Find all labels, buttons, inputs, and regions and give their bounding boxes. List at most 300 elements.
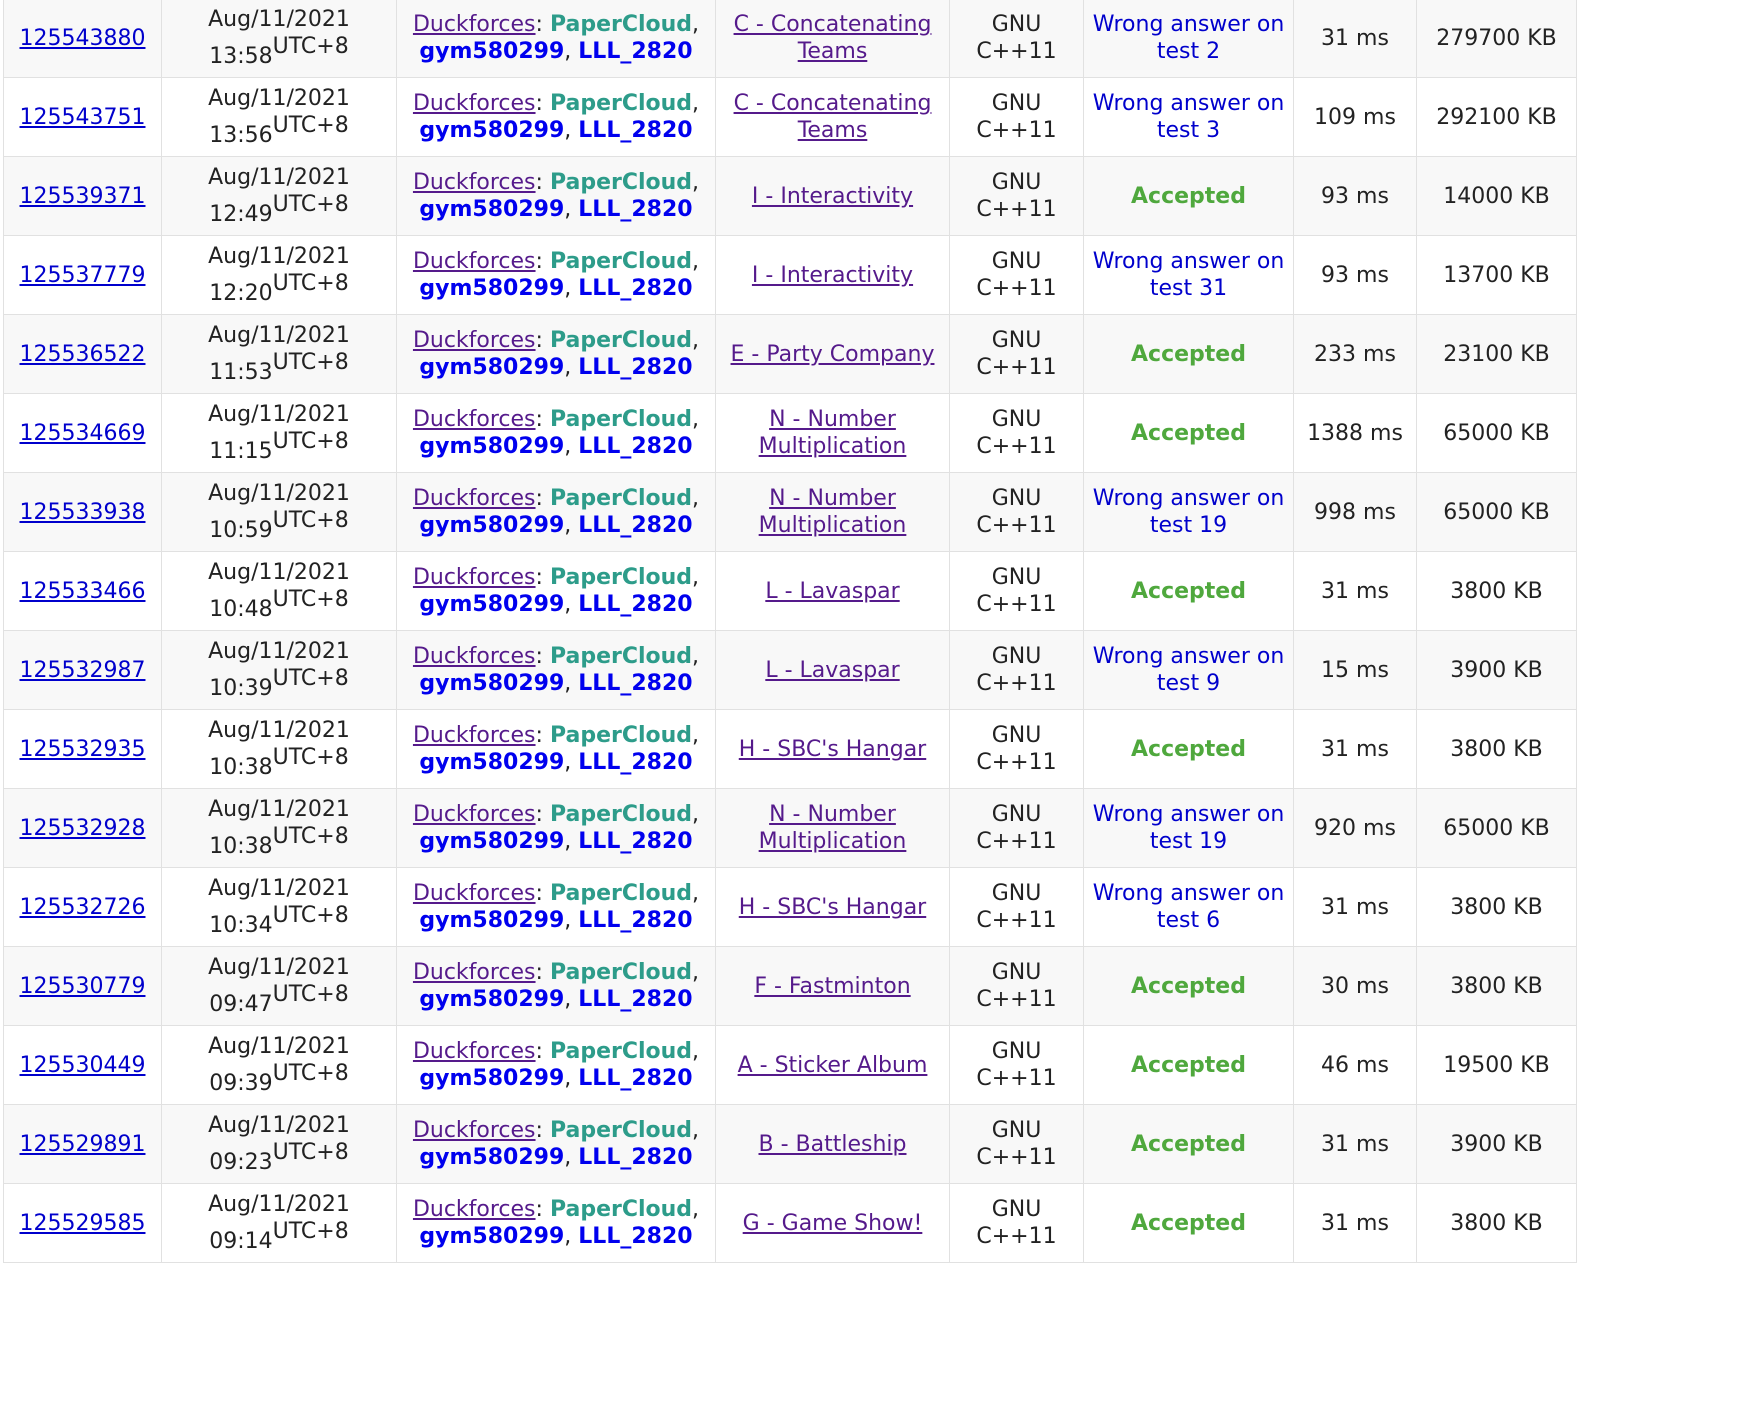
problem-cell xyxy=(716,947,950,1026)
language-line: C++11 xyxy=(976,197,1057,222)
timezone-label: UTC+8 xyxy=(272,745,349,770)
submission-hour: 11:15 xyxy=(209,439,273,464)
problem-link[interactable] xyxy=(743,1211,923,1236)
language-cell xyxy=(950,789,1084,868)
language-line: GNU xyxy=(991,960,1042,985)
problem-name-line: I - Interactivity xyxy=(751,262,914,288)
submission-time-cell xyxy=(162,394,397,473)
member-link[interactable]: LLL_2820 xyxy=(578,118,693,143)
problem-name-line: L - Lavaspar xyxy=(765,657,900,683)
submission-time-cell xyxy=(162,236,397,315)
language-line: GNU xyxy=(991,407,1042,432)
submission-id-link[interactable]: 125529585 xyxy=(19,1210,146,1236)
submission-time-cell xyxy=(162,789,397,868)
verdict-wrong-answer xyxy=(1093,881,1285,933)
verdict-wrong-answer xyxy=(1093,91,1285,143)
time-used-cell: 31 ms xyxy=(1294,0,1417,78)
memory-used-cell: 3800 KB xyxy=(1417,552,1577,631)
submission-id-cell xyxy=(4,1026,162,1105)
language-line: C++11 xyxy=(976,355,1057,380)
submission-time-cell xyxy=(162,947,397,1026)
language-cell xyxy=(950,1026,1084,1105)
language-line: GNU xyxy=(991,91,1042,116)
submission-id-cell xyxy=(4,315,162,394)
verdict-cell xyxy=(1084,552,1294,631)
time-used-cell: 109 ms xyxy=(1294,78,1417,157)
contest-link[interactable]: Duckforces xyxy=(412,328,536,353)
submission-id-cell xyxy=(4,473,162,552)
problem-link[interactable] xyxy=(739,737,926,762)
team-name[interactable]: PaperCloud xyxy=(549,170,693,195)
team-name[interactable]: PaperCloud xyxy=(549,723,693,748)
table-row xyxy=(4,157,1577,236)
submission-hour: 11:53 xyxy=(209,360,273,385)
submission-id-cell xyxy=(4,789,162,868)
submission-time-cell xyxy=(162,78,397,157)
problem-name-line: A - Sticker Album xyxy=(737,1052,928,1078)
problem-name-line: L - Lavaspar xyxy=(765,578,900,604)
table-row xyxy=(4,947,1577,1026)
party-cell: Duckforces: PaperCloud, gym580299, LLL_2820 xyxy=(397,315,716,394)
party-cell: Duckforces: PaperCloud, gym580299, LLL_2820 xyxy=(397,1184,716,1263)
team-name[interactable]: PaperCloud xyxy=(549,249,693,274)
problem-link[interactable] xyxy=(759,1132,907,1157)
member-link[interactable]: gym580299 xyxy=(419,434,565,459)
language-line: GNU xyxy=(991,1039,1042,1064)
member-link[interactable]: gym580299 xyxy=(419,671,565,696)
language-line: C++11 xyxy=(976,513,1057,538)
problem-link[interactable] xyxy=(739,895,926,920)
verdict-line: Wrong answer on xyxy=(1092,881,1285,906)
problem-name-line: E - Party Company xyxy=(730,341,935,367)
member-link[interactable]: LLL_2820 xyxy=(578,1066,693,1091)
table-row xyxy=(4,315,1577,394)
verdict-accepted xyxy=(1131,184,1246,209)
language-line: GNU xyxy=(991,802,1042,827)
verdict-line: test 9 xyxy=(1156,671,1221,696)
verdict-wrong-answer xyxy=(1093,12,1285,64)
verdict-line: Wrong answer on xyxy=(1092,486,1285,511)
member-link[interactable]: gym580299 xyxy=(419,1066,565,1091)
problem-name-line: Multiplication xyxy=(758,829,907,854)
language-cell xyxy=(950,710,1084,789)
submission-date: Aug/11/2021 xyxy=(208,323,350,348)
problem-cell xyxy=(716,78,950,157)
memory-used-cell: 3800 KB xyxy=(1417,1184,1577,1263)
member-link[interactable]: LLL_2820 xyxy=(578,39,693,64)
submission-date: Aug/11/2021 xyxy=(208,1113,350,1138)
submission-id-link[interactable]: 125539371 xyxy=(19,183,146,209)
contest-link[interactable]: Duckforces xyxy=(412,1039,536,1064)
language-line: GNU xyxy=(991,486,1042,511)
submission-id-link[interactable]: 125543880 xyxy=(19,25,146,51)
memory-used-cell: 3800 KB xyxy=(1417,947,1577,1026)
verdict-line: test 2 xyxy=(1156,39,1221,64)
member-link[interactable]: LLL_2820 xyxy=(578,197,693,222)
member-link[interactable]: LLL_2820 xyxy=(578,829,693,854)
submission-id-link[interactable]: 125532726 xyxy=(19,894,146,920)
team-name[interactable]: PaperCloud xyxy=(549,12,693,37)
party-cell: Duckforces: PaperCloud, gym580299, LLL_2820 xyxy=(397,236,716,315)
language-cell xyxy=(950,1184,1084,1263)
problem-link[interactable] xyxy=(752,184,913,209)
language-cell xyxy=(950,236,1084,315)
party-cell: Duckforces: PaperCloud, gym580299, LLL_2820 xyxy=(397,1026,716,1105)
memory-used-cell: 23100 KB xyxy=(1417,315,1577,394)
verdict-line: Accepted xyxy=(1131,578,1246,604)
submission-id-link[interactable]: 125537779 xyxy=(19,262,146,288)
submission-clock xyxy=(209,903,349,938)
submission-time-cell xyxy=(162,1184,397,1263)
memory-used-cell: 65000 KB xyxy=(1417,394,1577,473)
verdict-accepted xyxy=(1131,342,1246,367)
party-cell: Duckforces: PaperCloud, gym580299, LLL_2820 xyxy=(397,868,716,947)
verdict-line: Accepted xyxy=(1131,1131,1246,1157)
time-used-cell: 31 ms xyxy=(1294,1184,1417,1263)
submission-id-cell xyxy=(4,157,162,236)
timezone-label: UTC+8 xyxy=(272,1140,349,1165)
member-link[interactable]: LLL_2820 xyxy=(578,513,693,538)
problem-link[interactable] xyxy=(759,486,907,538)
language-cell xyxy=(950,394,1084,473)
submission-clock xyxy=(209,666,349,701)
member-link[interactable]: gym580299 xyxy=(419,276,565,301)
submission-id-link[interactable]: 125530779 xyxy=(19,973,146,999)
submission-date: Aug/11/2021 xyxy=(208,560,350,585)
submission-hour: 09:47 xyxy=(209,992,273,1017)
member-link[interactable]: LLL_2820 xyxy=(578,592,693,617)
submission-id-cell xyxy=(4,78,162,157)
problem-link[interactable] xyxy=(759,802,907,854)
team-name[interactable]: PaperCloud xyxy=(549,328,693,353)
timezone-label: UTC+8 xyxy=(272,587,349,612)
verdict-cell xyxy=(1084,631,1294,710)
verdict-line: Wrong answer on xyxy=(1092,802,1285,827)
submission-id-cell xyxy=(4,947,162,1026)
verdict-cell xyxy=(1084,710,1294,789)
member-link[interactable]: LLL_2820 xyxy=(578,908,693,933)
party-cell: Duckforces: PaperCloud, gym580299, LLL_2820 xyxy=(397,157,716,236)
verdict-accepted xyxy=(1131,579,1246,604)
submission-id-link[interactable]: 125534669 xyxy=(19,420,146,446)
team-name[interactable]: PaperCloud xyxy=(549,407,693,432)
timezone-label: UTC+8 xyxy=(272,903,349,928)
language-line: C++11 xyxy=(976,908,1057,933)
party-cell: Duckforces: PaperCloud, gym580299, LLL_2820 xyxy=(397,631,716,710)
verdict-wrong-answer xyxy=(1093,644,1285,696)
verdict-cell xyxy=(1084,315,1294,394)
contest-link[interactable]: Duckforces xyxy=(412,881,536,906)
member-link[interactable]: gym580299 xyxy=(419,355,565,380)
verdict-wrong-answer xyxy=(1093,249,1285,301)
table-row xyxy=(4,236,1577,315)
timezone-label: UTC+8 xyxy=(272,113,349,138)
time-used-cell: 233 ms xyxy=(1294,315,1417,394)
member-link[interactable]: gym580299 xyxy=(419,908,565,933)
verdict-wrong-answer xyxy=(1093,802,1285,854)
submission-id-link[interactable]: 125529891 xyxy=(19,1131,146,1157)
submission-time-cell xyxy=(162,552,397,631)
party-cell: Duckforces: PaperCloud, gym580299, LLL_2820 xyxy=(397,789,716,868)
language-line: C++11 xyxy=(976,276,1057,301)
time-used-cell: 31 ms xyxy=(1294,710,1417,789)
language-line: GNU xyxy=(991,249,1042,274)
member-link[interactable]: LLL_2820 xyxy=(578,434,693,459)
language-cell xyxy=(950,0,1084,78)
verdict-line: Wrong answer on xyxy=(1092,644,1285,669)
problem-link[interactable] xyxy=(754,974,910,999)
submission-clock xyxy=(209,1219,349,1254)
submission-id-link[interactable]: 125532935 xyxy=(19,736,146,762)
contest-link[interactable]: Duckforces xyxy=(412,249,536,274)
problem-link[interactable] xyxy=(759,407,907,459)
problem-name-line: Teams xyxy=(797,118,868,143)
team-name[interactable]: PaperCloud xyxy=(549,1039,693,1064)
verdict-line: Accepted xyxy=(1131,341,1246,367)
verdict-line: Accepted xyxy=(1131,1052,1246,1078)
timezone-label: UTC+8 xyxy=(272,666,349,691)
submission-clock xyxy=(209,982,349,1017)
timezone-label: UTC+8 xyxy=(272,1219,349,1244)
problem-link[interactable] xyxy=(765,579,899,604)
timezone-label: UTC+8 xyxy=(272,982,349,1007)
team-name[interactable]: PaperCloud xyxy=(549,802,693,827)
problem-cell xyxy=(716,552,950,631)
member-link[interactable]: gym580299 xyxy=(419,513,565,538)
team-name[interactable]: PaperCloud xyxy=(549,565,693,590)
verdict-cell xyxy=(1084,947,1294,1026)
language-line: GNU xyxy=(991,1118,1042,1143)
language-line: GNU xyxy=(991,1197,1042,1222)
problem-link[interactable] xyxy=(752,263,913,288)
member-link[interactable]: LLL_2820 xyxy=(578,355,693,380)
verdict-accepted xyxy=(1131,421,1246,446)
member-link[interactable]: LLL_2820 xyxy=(578,1224,693,1249)
party-cell: Duckforces: PaperCloud, gym580299, LLL_2820 xyxy=(397,710,716,789)
submission-hour: 13:56 xyxy=(209,123,273,148)
problem-name-line: N - Number xyxy=(769,802,896,827)
problem-link[interactable] xyxy=(731,342,935,367)
verdict-cell xyxy=(1084,473,1294,552)
problem-name-line: Teams xyxy=(797,39,868,64)
submission-hour: 10:59 xyxy=(209,518,273,543)
problem-link[interactable] xyxy=(734,12,932,64)
memory-used-cell: 292100 KB xyxy=(1417,78,1577,157)
submission-hour: 12:20 xyxy=(209,281,273,306)
verdict-cell xyxy=(1084,78,1294,157)
team-name[interactable]: PaperCloud xyxy=(549,881,693,906)
submission-id-link[interactable]: 125532928 xyxy=(19,815,146,841)
time-used-cell: 93 ms xyxy=(1294,236,1417,315)
problem-link[interactable] xyxy=(734,91,932,143)
problem-name-line: N - Number xyxy=(769,486,896,511)
member-link[interactable]: gym580299 xyxy=(419,987,565,1012)
submission-clock xyxy=(209,429,349,464)
language-cell xyxy=(950,1105,1084,1184)
submission-date: Aug/11/2021 xyxy=(208,955,350,980)
table-row xyxy=(4,1105,1577,1184)
contest-link[interactable]: Duckforces xyxy=(412,802,536,827)
table-row xyxy=(4,631,1577,710)
problem-cell xyxy=(716,1184,950,1263)
contest-link[interactable]: Duckforces xyxy=(412,486,536,511)
verdict-line: test 31 xyxy=(1149,276,1228,301)
time-used-cell: 93 ms xyxy=(1294,157,1417,236)
submission-date: Aug/11/2021 xyxy=(208,7,350,32)
contest-link[interactable]: Duckforces xyxy=(412,644,536,669)
time-used-cell: 31 ms xyxy=(1294,1105,1417,1184)
submissions-table-body xyxy=(4,0,1577,1263)
submission-id-cell xyxy=(4,868,162,947)
submission-clock xyxy=(209,271,349,306)
submission-clock xyxy=(209,192,349,227)
language-cell xyxy=(950,473,1084,552)
submission-date: Aug/11/2021 xyxy=(208,481,350,506)
team-name[interactable]: PaperCloud xyxy=(549,960,693,985)
memory-used-cell: 3900 KB xyxy=(1417,1105,1577,1184)
verdict-wrong-answer xyxy=(1093,486,1285,538)
verdict-line: Accepted xyxy=(1131,420,1246,446)
verdict-line: Wrong answer on xyxy=(1092,12,1285,37)
submission-id-cell xyxy=(4,236,162,315)
problem-link[interactable] xyxy=(738,1053,928,1078)
language-cell xyxy=(950,552,1084,631)
verdict-cell xyxy=(1084,789,1294,868)
submission-id-link[interactable]: 125530449 xyxy=(19,1052,146,1078)
language-line: C++11 xyxy=(976,118,1057,143)
contest-link[interactable]: Duckforces xyxy=(412,91,536,116)
submission-date: Aug/11/2021 xyxy=(208,639,350,664)
verdict-line: test 3 xyxy=(1156,118,1221,143)
party-cell: Duckforces: PaperCloud, gym580299, LLL_2820 xyxy=(397,552,716,631)
language-line: GNU xyxy=(991,12,1042,37)
submission-id-link[interactable]: 125543751 xyxy=(19,104,146,130)
member-link[interactable]: gym580299 xyxy=(419,829,565,854)
member-link[interactable]: gym580299 xyxy=(419,1224,565,1249)
verdict-line: Accepted xyxy=(1131,736,1246,762)
verdict-accepted xyxy=(1131,974,1246,999)
table-row xyxy=(4,868,1577,947)
memory-used-cell: 19500 KB xyxy=(1417,1026,1577,1105)
submission-date: Aug/11/2021 xyxy=(208,1034,350,1059)
party-cell: Duckforces: PaperCloud, gym580299, LLL_2820 xyxy=(397,0,716,78)
language-line: C++11 xyxy=(976,1066,1057,1091)
verdict-accepted xyxy=(1131,1053,1246,1078)
member-link[interactable]: gym580299 xyxy=(419,39,565,64)
verdict-cell xyxy=(1084,1105,1294,1184)
submission-time-cell xyxy=(162,631,397,710)
problem-name-line: N - Number xyxy=(769,407,896,432)
verdict-line: Accepted xyxy=(1131,183,1246,209)
member-link[interactable]: LLL_2820 xyxy=(578,671,693,696)
submission-hour: 10:34 xyxy=(209,913,273,938)
language-line: C++11 xyxy=(976,750,1057,775)
language-line: GNU xyxy=(991,170,1042,195)
contest-link[interactable]: Duckforces xyxy=(412,12,536,37)
problem-name-line: F - Fastminton xyxy=(754,973,911,999)
memory-used-cell: 279700 KB xyxy=(1417,0,1577,78)
contest-link[interactable]: Duckforces xyxy=(412,960,536,985)
submission-clock xyxy=(209,34,349,69)
submission-date: Aug/11/2021 xyxy=(208,1192,350,1217)
memory-used-cell: 65000 KB xyxy=(1417,473,1577,552)
submission-hour: 10:38 xyxy=(209,755,273,780)
language-cell xyxy=(950,631,1084,710)
submission-id-link[interactable]: 125536522 xyxy=(19,341,146,367)
language-cell xyxy=(950,157,1084,236)
language-line: C++11 xyxy=(976,1224,1057,1249)
language-cell xyxy=(950,868,1084,947)
submission-id-link[interactable]: 125533938 xyxy=(19,499,146,525)
problem-name-line: C - Concatenating xyxy=(733,12,932,37)
timezone-label: UTC+8 xyxy=(272,508,349,533)
problem-cell xyxy=(716,631,950,710)
party-cell: Duckforces: PaperCloud, gym580299, LLL_2820 xyxy=(397,1105,716,1184)
language-line: C++11 xyxy=(976,434,1057,459)
member-link[interactable]: LLL_2820 xyxy=(578,750,693,775)
problem-link[interactable] xyxy=(765,658,899,683)
member-link[interactable]: gym580299 xyxy=(419,592,565,617)
submission-time-cell xyxy=(162,1105,397,1184)
contest-link[interactable]: Duckforces xyxy=(412,170,536,195)
table-row xyxy=(4,0,1577,78)
submission-hour: 10:48 xyxy=(209,597,273,622)
member-link[interactable]: LLL_2820 xyxy=(578,987,693,1012)
submission-clock xyxy=(209,1061,349,1096)
team-name[interactable]: PaperCloud xyxy=(549,486,693,511)
contest-link[interactable]: Duckforces xyxy=(412,1197,536,1222)
problem-cell xyxy=(716,868,950,947)
memory-used-cell: 3800 KB xyxy=(1417,710,1577,789)
team-name[interactable]: PaperCloud xyxy=(549,1118,693,1143)
time-used-cell: 31 ms xyxy=(1294,868,1417,947)
submission-clock xyxy=(209,745,349,780)
member-link[interactable]: gym580299 xyxy=(419,118,565,143)
language-line: C++11 xyxy=(976,39,1057,64)
memory-used-cell: 14000 KB xyxy=(1417,157,1577,236)
table-row xyxy=(4,1026,1577,1105)
memory-used-cell: 13700 KB xyxy=(1417,236,1577,315)
member-link[interactable]: LLL_2820 xyxy=(578,276,693,301)
team-name[interactable]: PaperCloud xyxy=(549,644,693,669)
language-line: GNU xyxy=(991,565,1042,590)
team-name[interactable]: PaperCloud xyxy=(549,1197,693,1222)
contest-link[interactable]: Duckforces xyxy=(412,565,536,590)
submission-date: Aug/11/2021 xyxy=(208,402,350,427)
verdict-cell xyxy=(1084,157,1294,236)
verdict-accepted xyxy=(1131,1211,1246,1236)
submission-id-link[interactable]: 125533466 xyxy=(19,578,146,604)
verdict-line: Accepted xyxy=(1131,973,1246,999)
contest-link[interactable]: Duckforces xyxy=(412,407,536,432)
team-name[interactable]: PaperCloud xyxy=(549,91,693,116)
contest-link[interactable]: Duckforces xyxy=(412,723,536,748)
timezone-label: UTC+8 xyxy=(272,824,349,849)
submission-hour: 10:38 xyxy=(209,834,273,859)
table-row xyxy=(4,78,1577,157)
submission-id-link[interactable]: 125532987 xyxy=(19,657,146,683)
submission-time-cell xyxy=(162,473,397,552)
member-link[interactable]: gym580299 xyxy=(419,1145,565,1170)
member-link[interactable]: gym580299 xyxy=(419,197,565,222)
verdict-accepted xyxy=(1131,1132,1246,1157)
member-link[interactable]: gym580299 xyxy=(419,750,565,775)
contest-link[interactable]: Duckforces xyxy=(412,1118,536,1143)
language-line: C++11 xyxy=(976,829,1057,854)
language-line: GNU xyxy=(991,723,1042,748)
timezone-label: UTC+8 xyxy=(272,429,349,454)
member-link[interactable]: LLL_2820 xyxy=(578,1145,693,1170)
